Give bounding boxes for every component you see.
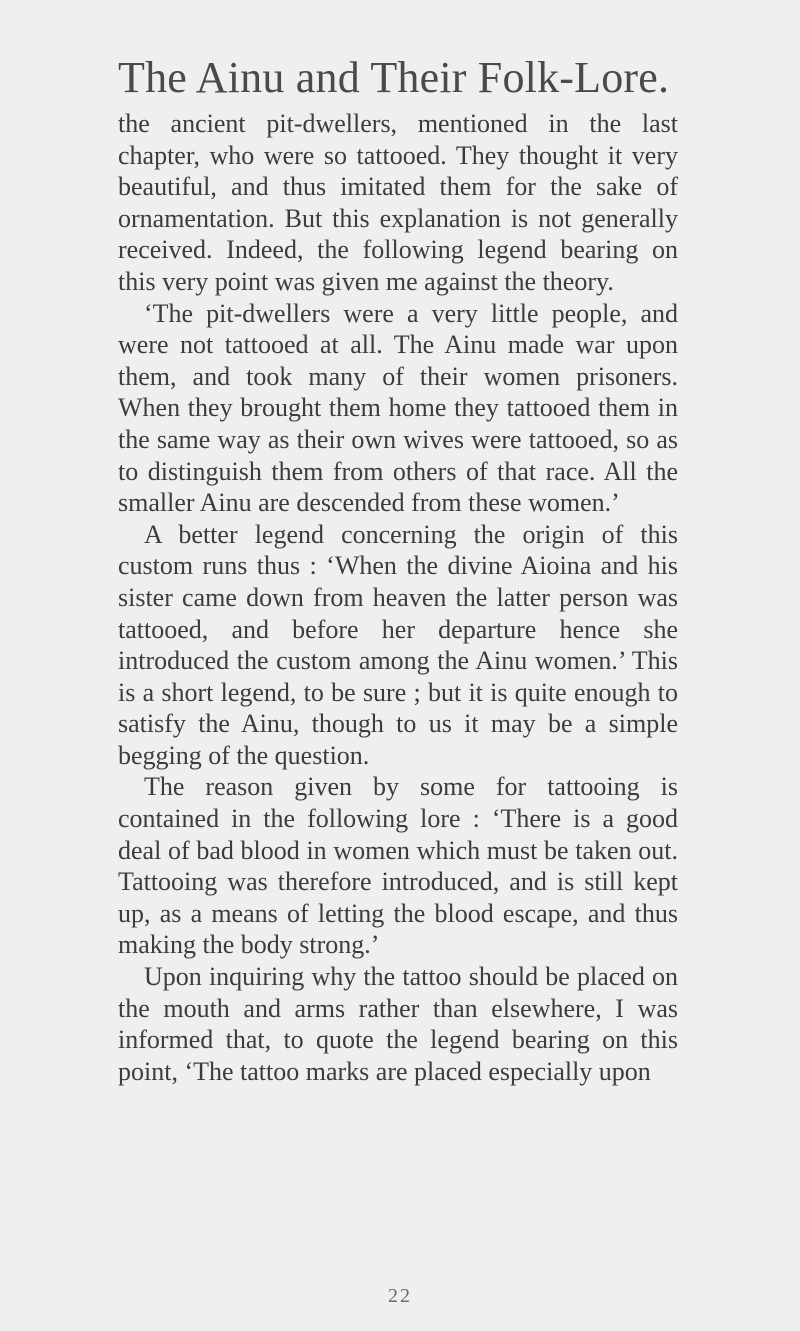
running-head-title: The Ainu and Their Folk-Lore. (118, 53, 670, 102)
page-number: 22 (388, 1285, 412, 1307)
body-text (118, 108, 678, 1087)
paragraph-bad-blood-lore: The reason given by some for tattooing is contained in the following lore : ‘There is a good deal of bad blood in women which must be taken out. Tattooing was therefore introduced, and is still kept up, as a means of letting the blood escape, and thus making the body strong.’ (118, 772, 678, 960)
paragraph-pit-dwellers-legend: ‘The pit-dwellers were a very little people, and were not tattooed at all. The Ainu made war upon them, and took many of their women prisoners. When they brought them home they tattooed them in the same way as their own wives were tattooed, so as to distinguish them from others of that race. All the smaller Ainu are descended from these women.’ (118, 298, 678, 518)
paragraph-continuation: the ancient pit-dwellers, mentioned in the last chapter, who were so tattooed. They thought it very beautiful, and thus imitated them for the sake of ornamentation. But this explanation is not generally received. Indeed, the following legend bearing on this very point was given me against the theory. (118, 109, 678, 296)
paragraph-aioina-legend: A better legend concerning the origin of this custom runs thus : ‘When the divine Aioina and his sister came down from heaven the latter person was tattooed, and before her departure hence she introduced the custom among the Ainu women.’ This is a short legend, to be sure ; but it is quite enough to satisfy the Ainu, though to us it may be a simple begging of the question. (118, 519, 678, 770)
paragraph-tattoo-placement: Upon inquiring why the tattoo should be placed on the mouth and arms rather than elsewhere, I was informed that, to quote the legend bearing on this point, ‘The tattoo marks are placed especially upon (118, 962, 678, 1086)
